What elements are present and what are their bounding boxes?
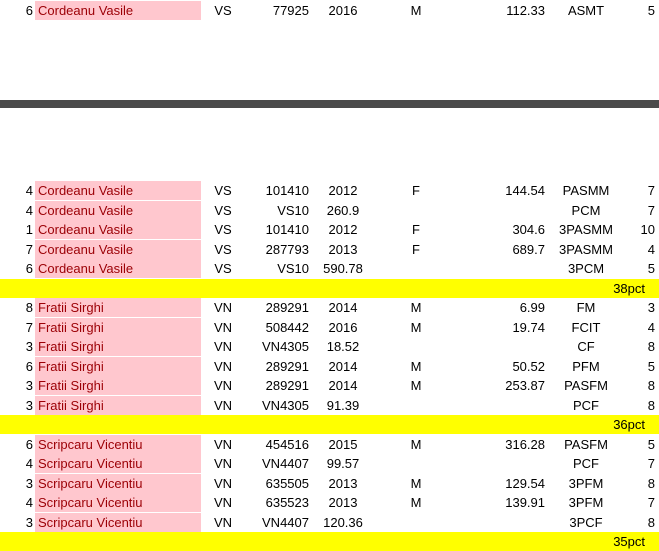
cell-a[interactable]: 4 <box>25 495 33 510</box>
cell-type[interactable]: PFM <box>572 359 600 374</box>
table-row[interactable] <box>0 474 659 493</box>
cell-score[interactable]: 8 <box>647 378 655 393</box>
cell-score[interactable]: 5 <box>647 261 655 276</box>
cell-type[interactable]: ASMT <box>567 3 605 18</box>
cell-name[interactable]: Scripcaru Vicentiu <box>35 454 201 473</box>
cell-a[interactable]: 6 <box>25 437 33 452</box>
cell-year[interactable]: 2012 <box>328 222 358 237</box>
cell-score[interactable]: 8 <box>647 339 655 354</box>
cell-id[interactable]: 287793 <box>265 242 309 257</box>
cell-name[interactable]: Fratii Sirghi <box>35 396 201 415</box>
group-percent[interactable]: 36pct <box>613 417 645 432</box>
cell-code[interactable]: VN <box>213 359 233 374</box>
cell-score[interactable]: 10 <box>640 222 655 237</box>
cell-code[interactable]: VN <box>213 515 233 530</box>
cell-id[interactable]: VN4407 <box>262 456 309 471</box>
cell-a[interactable]: 3 <box>25 476 33 491</box>
group-summary-band[interactable] <box>0 415 659 434</box>
table-row[interactable] <box>0 298 659 317</box>
group-summary-band[interactable] <box>0 279 659 298</box>
cell-score[interactable]: 7 <box>647 183 655 198</box>
cell-sex[interactable]: M <box>410 378 422 393</box>
cell-sex[interactable] <box>395 337 437 356</box>
cell-amount[interactable]: 144.54 <box>505 183 545 198</box>
cell-id[interactable]: 635523 <box>265 495 309 510</box>
cell-type[interactable]: PCM <box>571 203 601 218</box>
cell-score[interactable]: 7 <box>647 456 655 471</box>
cell-code[interactable]: VS <box>214 222 232 237</box>
cell-amount[interactable]: 253.87 <box>505 378 545 393</box>
cell-a[interactable]: 3 <box>25 339 33 354</box>
group-percent[interactable]: 38pct <box>613 281 645 296</box>
page-break-divider <box>0 100 659 108</box>
cell-type[interactable]: FM <box>576 300 596 315</box>
cell-year[interactable]: 2013 <box>328 495 358 510</box>
cell-a[interactable]: 3 <box>25 515 33 530</box>
cell-name[interactable]: Fratii Sirghi <box>35 357 201 376</box>
cell-a[interactable]: 6 <box>25 3 33 18</box>
table-row[interactable] <box>0 337 659 356</box>
cell-sex[interactable]: F <box>412 183 420 198</box>
table-row[interactable] <box>0 396 659 415</box>
cell-code[interactable]: VS <box>214 183 232 198</box>
cell-year[interactable]: 2014 <box>328 378 358 393</box>
cell-sex[interactable]: F <box>412 242 420 257</box>
cell-code[interactable]: VN <box>213 398 233 413</box>
cell-amount[interactable]: 316.28 <box>505 437 545 452</box>
cell-amount[interactable] <box>445 259 545 278</box>
cell-score[interactable]: 4 <box>647 242 655 257</box>
cell-amount[interactable] <box>445 337 545 356</box>
cell-amount[interactable]: 112.33 <box>506 3 545 18</box>
cell-name[interactable]: Scripcaru Vicentiu <box>35 435 201 454</box>
cell-score[interactable]: 5 <box>647 3 655 18</box>
cell-name[interactable]: Scripcaru Vicentiu <box>35 513 201 532</box>
cell-name[interactable]: Cordeanu Vasile <box>35 1 201 20</box>
cell-type[interactable]: 3PASMM <box>559 242 613 257</box>
cell-a[interactable]: 4 <box>25 183 33 198</box>
cell-year[interactable]: 2015 <box>328 437 358 452</box>
cell-id[interactable]: 454516 <box>265 437 309 452</box>
cell-score[interactable]: 8 <box>647 515 655 530</box>
cell-score[interactable]: 4 <box>647 320 655 335</box>
cell-a[interactable]: 4 <box>25 456 33 471</box>
cell-sex[interactable]: M <box>410 3 422 18</box>
cell-type[interactable]: CF <box>577 339 595 354</box>
table-row[interactable] <box>0 240 659 259</box>
cell-id[interactable]: VS10 <box>277 203 309 218</box>
cell-sex[interactable] <box>395 454 437 473</box>
table-row[interactable] <box>0 376 659 395</box>
cell-code[interactable]: VN <box>213 437 233 452</box>
table-row[interactable] <box>0 318 659 337</box>
cell-score[interactable]: 7 <box>647 203 655 218</box>
cell-type[interactable]: FCIT <box>571 320 601 335</box>
cell-score[interactable]: 3 <box>647 300 655 315</box>
cell-id[interactable]: 508442 <box>265 320 309 335</box>
cell-code[interactable]: VN <box>213 456 233 471</box>
cell-code[interactable]: VN <box>213 476 233 491</box>
cell-year[interactable]: 91.39 <box>326 398 360 413</box>
cell-amount[interactable]: 50.52 <box>512 359 545 374</box>
cell-sex[interactable] <box>395 201 437 220</box>
cell-name[interactable]: Scripcaru Vicentiu <box>35 493 201 512</box>
cell-a[interactable]: 1 <box>25 222 33 237</box>
cell-id[interactable]: 77925 <box>272 3 309 18</box>
cell-a[interactable]: 6 <box>25 261 33 276</box>
group-summary-band[interactable] <box>0 532 659 551</box>
cell-name[interactable]: Cordeanu Vasile <box>35 201 201 220</box>
cell-id[interactable]: 289291 <box>265 378 309 393</box>
cell-amount[interactable] <box>445 201 545 220</box>
table-row[interactable] <box>0 201 659 220</box>
cell-name[interactable]: Scripcaru Vicentiu <box>35 474 201 493</box>
cell-amount[interactable] <box>445 454 545 473</box>
cell-id[interactable]: 101410 <box>265 222 309 237</box>
cell-type[interactable]: PASMM <box>562 183 610 198</box>
cell-sex[interactable]: M <box>410 476 422 491</box>
cell-id[interactable]: VS10 <box>277 261 309 276</box>
cell-score[interactable]: 7 <box>647 495 655 510</box>
cell-amount[interactable]: 19.74 <box>512 320 545 335</box>
cell-id[interactable]: VN4407 <box>262 515 309 530</box>
cell-year[interactable]: 2013 <box>328 476 358 491</box>
cell-amount[interactable]: 689.7 <box>512 242 545 257</box>
cell-code[interactable]: VS <box>214 203 232 218</box>
cell-sex[interactable]: M <box>410 359 422 374</box>
cell-sex[interactable]: M <box>410 437 422 452</box>
cell-id[interactable]: 289291 <box>265 359 309 374</box>
cell-type[interactable]: PCF <box>573 456 599 471</box>
cell-name[interactable]: Cordeanu Vasile <box>35 259 201 278</box>
cell-score[interactable]: 5 <box>647 437 655 452</box>
cell-a[interactable]: 3 <box>25 378 33 393</box>
cell-a[interactable]: 7 <box>25 320 33 335</box>
cell-id[interactable]: VN4305 <box>262 339 309 354</box>
cell-type[interactable]: 3PFM <box>568 476 604 491</box>
table-row[interactable] <box>0 259 659 278</box>
cell-sex[interactable]: M <box>410 320 422 335</box>
cell-id[interactable]: VN4305 <box>262 398 309 413</box>
cell-code[interactable]: VN <box>213 378 233 393</box>
cell-code[interactable]: VS <box>214 3 232 18</box>
cell-year[interactable]: 2012 <box>328 183 358 198</box>
cell-a[interactable]: 4 <box>25 203 33 218</box>
cell-type[interactable]: PASFM <box>564 437 608 452</box>
table-row[interactable] <box>0 513 659 532</box>
cell-year[interactable]: 99.57 <box>326 456 360 471</box>
cell-amount[interactable]: 129.54 <box>505 476 545 491</box>
cell-score[interactable]: 8 <box>647 476 655 491</box>
table-row[interactable] <box>0 493 659 512</box>
cell-code[interactable]: VS <box>214 242 232 257</box>
cell-a[interactable]: 8 <box>25 300 33 315</box>
cell-sex[interactable] <box>395 396 437 415</box>
table-row[interactable] <box>0 1 659 20</box>
cell-name[interactable]: Cordeanu Vasile <box>35 181 201 200</box>
cell-amount[interactable] <box>445 513 545 532</box>
cell-type[interactable]: 3PASMM <box>559 222 613 237</box>
table-row[interactable] <box>0 454 659 473</box>
cell-a[interactable]: 3 <box>25 398 33 413</box>
cell-year[interactable]: 2014 <box>328 359 358 374</box>
cell-year[interactable]: 260.9 <box>326 203 360 218</box>
cell-code[interactable]: VN <box>213 495 233 510</box>
cell-amount[interactable]: 6.99 <box>519 300 545 315</box>
cell-name[interactable]: Fratii Sirghi <box>35 318 201 337</box>
cell-sex[interactable] <box>395 259 437 278</box>
cell-code[interactable]: VS <box>214 261 232 276</box>
group-percent[interactable]: 35pct <box>613 534 645 549</box>
cell-score[interactable]: 8 <box>647 398 655 413</box>
cell-type[interactable]: 3PCM <box>567 261 605 276</box>
cell-type[interactable]: PASFM <box>564 378 608 393</box>
cell-name[interactable]: Fratii Sirghi <box>35 298 201 317</box>
cell-sex[interactable]: M <box>410 495 422 510</box>
cell-year[interactable]: 2016 <box>328 320 358 335</box>
table-row[interactable] <box>0 220 659 239</box>
cell-sex[interactable]: F <box>412 222 420 237</box>
cell-id[interactable]: 101410 <box>265 183 309 198</box>
cell-amount[interactable]: 304.6 <box>512 222 545 237</box>
table-row[interactable] <box>0 435 659 454</box>
cell-score[interactable]: 5 <box>647 359 655 374</box>
cell-code[interactable]: VN <box>213 320 233 335</box>
cell-name[interactable]: Fratii Sirghi <box>35 376 201 395</box>
cell-type[interactable]: 3PCF <box>569 515 603 530</box>
cell-id[interactable]: 635505 <box>265 476 309 491</box>
cell-year[interactable]: 2013 <box>328 242 358 257</box>
cell-type[interactable]: PCF <box>573 398 599 413</box>
cell-a[interactable]: 6 <box>25 359 33 374</box>
table-row[interactable] <box>0 357 659 376</box>
cell-year[interactable]: 120.36 <box>323 515 363 530</box>
cell-name[interactable]: Fratii Sirghi <box>35 337 201 356</box>
cell-type[interactable]: 3PFM <box>568 495 604 510</box>
cell-name[interactable]: Cordeanu Vasile <box>35 220 201 239</box>
cell-id[interactable]: 289291 <box>265 300 309 315</box>
table-row[interactable] <box>0 181 659 200</box>
cell-sex[interactable] <box>395 513 437 532</box>
cell-code[interactable]: VN <box>213 339 233 354</box>
cell-year[interactable]: 2014 <box>328 300 358 315</box>
cell-year[interactable]: 590.78 <box>323 261 363 276</box>
cell-amount[interactable] <box>445 396 545 415</box>
cell-name[interactable]: Cordeanu Vasile <box>35 240 201 259</box>
cell-year[interactable]: 18.52 <box>326 339 360 354</box>
cell-code[interactable]: VN <box>213 300 233 315</box>
cell-amount[interactable]: 139.91 <box>505 495 545 510</box>
cell-a[interactable]: 7 <box>25 242 33 257</box>
cell-sex[interactable]: M <box>410 300 422 315</box>
cell-year[interactable]: 2016 <box>328 3 358 18</box>
